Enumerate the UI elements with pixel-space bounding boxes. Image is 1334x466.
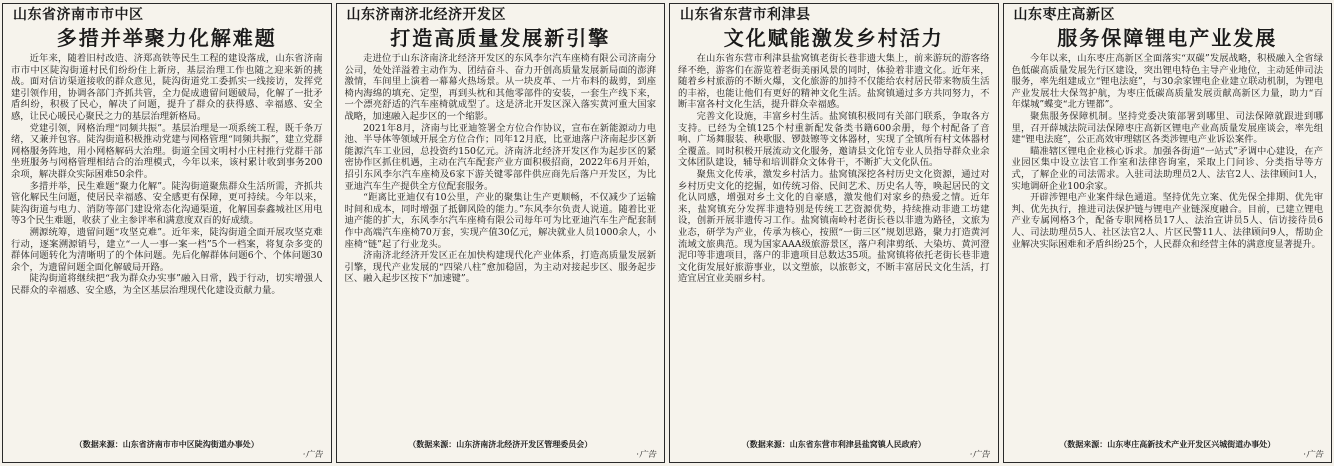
paragraph: 走进位于山东济南济北经济开发区的东风李尔汽车座椅有限公司济南分公司，处处洋溢着主动作为、团结奋斗、奋力开创高质量发展新局面的澎湃激情，车间里上演着一幕幕火热场景。从一块皮革、一片布料的裁剪，到座椅内海绵的填充、定型，再到头枕和其他零部件的安装，一套生产线下来，一个漂亮舒适的汽车座椅就成型了。这是济北开发区深入落实黄河重大国家战略，加速融入起步区的一个缩影。 bbox=[344, 53, 656, 122]
region-title: 山东省济南市市中区 bbox=[13, 7, 144, 23]
paragraph: 在山东省东营市利津县盐窝镇老街长巷非遗大集上，前来游玩的游客络绎不绝，游客们在游览着老街美丽风景的同时，体验着非遗文化。近年来，随着乡村旅游的不断火爆，文化旅游的加持不仅能给农村居民带来物质生活的丰裕，也能让他们有更好的精神文化生活。盐窝镇通过多方共同努力，不断丰富各村文化生活，提升群众幸福感。 bbox=[678, 53, 990, 111]
headline: 打造高质量发展新引擎 bbox=[390, 26, 611, 50]
headline: 服务保障锂电产业发展 bbox=[1057, 26, 1278, 50]
data-source: （数据来源：山东省济南市市中区陡沟街道办事处） bbox=[74, 440, 259, 449]
paragraph: 溯源统筹，遗留问题“攻坚克难”。近年来，陡沟街道全面开展攻坚克难行动，逐案溯源销号，建立“一人一事一案一档”5个一档案，将复杂多变的群体问题转化为清晰明了的个体问题。先后化解群体问题6个、个体问题30余个，为遗留问题全面化解破局开路。 bbox=[11, 226, 323, 273]
ad-panel-lijin bbox=[669, 3, 999, 463]
ad-panel-shizhong bbox=[2, 3, 332, 463]
ad-panel-jibei bbox=[336, 3, 666, 463]
paragraph: 党建引领，网格治理“同频共振”。基层治理是一项系统工程，既千条万绪，又兼并包容。陡沟街道积极推动党建与网格管理“同频共振”，建立党群网格服务阵地，用小网格解码大治理。街道全国文明村小庄村推行党群干部坐班服务与网格管理相结合的治理模式，今年以来，该村累计收到事务200余项，解决群众实际困难50余件。 bbox=[11, 122, 323, 180]
paragraph: 济南济北经济开发区正在加快构建现代化产业体系，打造高质量发展新引擎，现代产业发展的“四梁八柱”愈加稳固，为主动对接起步区、服务起步区、融入起步区按下“加速键”。 bbox=[344, 250, 656, 285]
region-title: 山东济南济北经济开发区 bbox=[346, 7, 506, 23]
paragraph: 陡沟街道将继续把“我为群众办实事”融入日常，践于行动，切实增强人民群众的幸福感、安全感，为全区基层治理现代化建设贡献力量。 bbox=[11, 273, 323, 296]
ad-panel-zaozhuang bbox=[1003, 3, 1333, 463]
headline: 文化赋能激发乡村活力 bbox=[723, 26, 944, 50]
paragraph: 近年来，随着旧村改造、济郑高铁等民生工程的建设落成，山东省济南市市中区陡沟街道村民们纷纷住上新房，基层治理工作也随之迎来新的挑战。面对信访渠道接收的群众意见，陡沟街道党工委抓实一线接访，发挥党建引领作用，协调各部门齐抓共管，全力促成遗留问题破局，化解了一批矛盾纠纷，积极了民心，解决了问题，提升了群众的获得感、幸福感、安全感，让民心暖民心聚民之力的基层治理新格局。 bbox=[11, 53, 323, 122]
paragraph: 今年以来，山东枣庄高新区全面落实“双碳”发展战略，积极融入全省绿色低碳高质量发展先行区建设，突出锂电特色主导产业地位，主动延伸司法服务，率先组建成立“锂电法庭”，与30余家锂电企业建立联动机制，为锂电产业发展壮大保驾护航，为枣庄低碳高质量发展贡献高新区力量，助力“百年煤城”蝶变“北方锂都”。 bbox=[1011, 53, 1323, 111]
ad-label: ·广告 bbox=[969, 450, 990, 460]
article-body bbox=[1012, 53, 1324, 438]
data-source: （数据来源：山东省东营市利津县盐窝镇人民政府） bbox=[741, 440, 926, 449]
headline: 多措并举聚力化解难题 bbox=[56, 26, 277, 50]
paragraph: 2021年8月，济南与比亚迪签署全方位合作协议，宣布在新能源动力电池、半导体等领域开展全方位合作；同年12月底，比亚迪落户济南起步区新能源汽车工业园，总投资约150亿元。济南济北经济开发区作为起步区的紧密协作区抓住机遇，主动在汽车配套产业方面积极招商，2022年6月开始，招引东风李尔汽车座椅及6家下游关键零部件供应商先后落户开发区，为比亚迪汽车生产提供全方位配套服务。 bbox=[344, 122, 656, 192]
ad-label: ·广告 bbox=[636, 450, 656, 460]
paragraph: 多措并举，民生难题“聚力化解”。陡沟街道聚焦群众生活所需，齐抓共管化解民生问题，使居民幸福感、安全感更有保障，更可持续。今年以来，陡沟街道与电力、消防等部门建设常态化沟通渠道，化解国泰鑫城社区用电等3个民生难题，收获了业主参评率和满意度双百的好成绩。 bbox=[11, 180, 323, 227]
region-title: 山东省东营市利津县 bbox=[680, 7, 811, 23]
paragraph: 聚焦服务保障机制。坚持党委决策部署到哪里、司法保障就跟进到哪里，召开薛城法院司法保障枣庄高新区锂电产业高质量发展座谈会，率先组建“锂电法庭”，公正高效审理辖区各类涉锂电产业诉讼案件。 bbox=[1011, 110, 1323, 146]
paragraph: 瞄准辖区锂电企业核心诉求。加强各街道“一站式”矛调中心建设，在产业园区集中设立法官工作室和法律咨询室，采取上门问诊、分类指导等方式，了解企业的司法需求。入驻司法助理员2人、法官2人、法律顾问1人，实地调研企业100余家。 bbox=[1011, 145, 1323, 192]
article-body bbox=[11, 53, 323, 438]
ad-label: ·广告 bbox=[302, 450, 323, 460]
paragraph: 开辟涉锂电产业案件绿色通道。坚持优先立案、优先保全排期、优先审判、优先执行，推进司法保护链与锂电产业链深度融合。目前，已建立锂电产业专属网格3个，配备专职网格员17人、法治宣讲员5人、信访接待员6人、司法助理员5人、社区法官2人、片区民警11人、法律顾问9人，帮助企业解决实际困难和矛盾纠纷25个，人民群众和经营主体的满意度显著提升。 bbox=[1011, 192, 1323, 250]
ad-label: ·广告 bbox=[1303, 450, 1323, 460]
paragraph: 完善文化设施，丰富乡村生活。盐窝镇积极同有关部门联系，争取各方支持。已经为全镇125个村重新配发备类书籍600余册，每个村配备了音响、广场舞服装、秧歌服、锣鼓镲等文体器材，实现了全镇所有村文体器材全覆盖。同时积极开展流动文化服务，邀请县文化馆专业人员指导群众业余文体团队建设，辅导和培训群众文体骨干，不断扩大文化队伍。 bbox=[678, 110, 990, 169]
paragraph: 聚焦文化传承，激发乡村活力。盐窝镇深挖各村历史文化资源，通过对乡村历史文化的挖掘，如传统习俗、民间艺术、历史名人等，唤起居民的文化认同感，增强对乡土文化的自豪感，激发他们对家乡的热爱之情。近年来，盐窝镇充分发挥非遗特别是传统工艺资源优势，持续推动非遗工坊建设，创新开展非遗传习工作。盐窝镇南岭村老街长巷以非遗为路径，文旅为业态，研学为产业，传承为核心，按照“一街三区”规划思路，聚力打造黄河流域文旅典范。现为国家AAA级旅游景区，落户利津剪纸、大染坊、黄河澄泥印等非遗项目，落户的非遗项目总数达35项。盐窝镇将依托老街长巷非遗文化街发展好旅游事业，以文塑旅，以旅彰文，不断丰富居民文化生活，打造宜居宜业美丽乡村。 bbox=[678, 168, 990, 285]
article-body bbox=[678, 53, 990, 438]
data-source: （数据来源：山东枣庄高新技术产业开发区兴城街道办事处） bbox=[1059, 440, 1276, 449]
paragraph: “距离比亚迪仅有10公里，产业的聚集让生产更顺畅，不仅减少了运输时间和成本，同时增强了抵御风险的能力。”东风李尔负责人说道。随着比亚迪产能的扩大，东风李尔汽车座椅有限公司每年可为比亚迪汽车生产配套制作中高端汽车座椅70万套，实现产值30亿元，解决就业人员1000余人，小座椅“链”起了行业龙头。 bbox=[344, 192, 656, 250]
region-title: 山东枣庄高新区 bbox=[1013, 7, 1115, 23]
article-body bbox=[345, 53, 657, 438]
data-source: （数据来源：山东济南济北经济开发区管理委员会） bbox=[408, 440, 593, 449]
